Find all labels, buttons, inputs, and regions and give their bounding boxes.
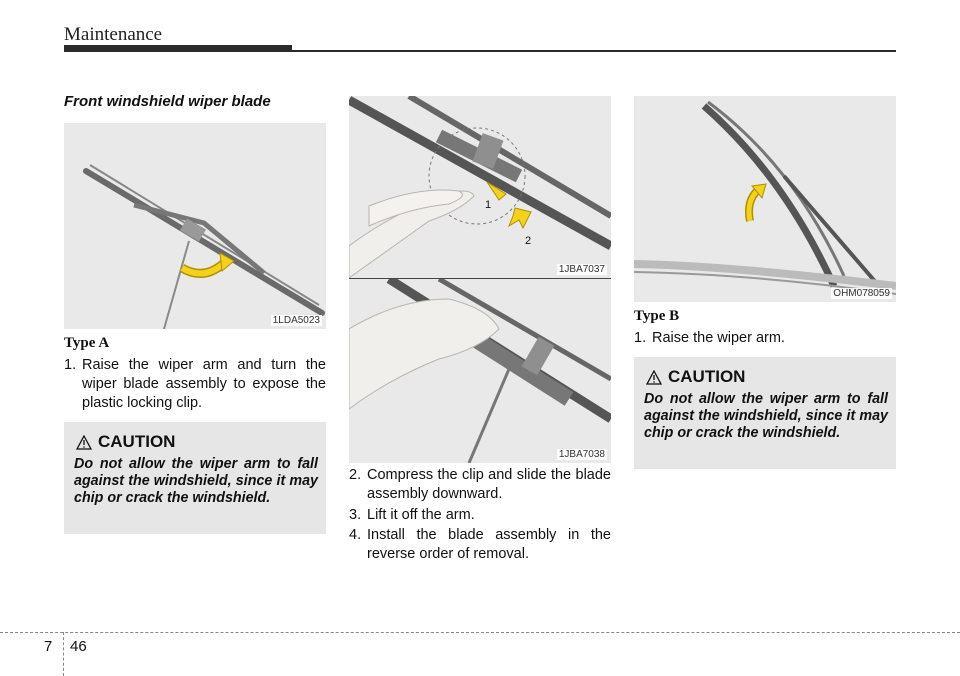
header-rule [292, 50, 896, 52]
caution-text: Do not allow the wiper arm to fall against the windshield, since it may chip or crack the windshield. [74, 456, 318, 506]
step-number: 3. [349, 507, 362, 523]
caution-text: Do not allow the wiper arm to fall against the windshield, since it may chip or crack the windshield. [644, 391, 888, 441]
figure-wiper-clip [349, 96, 611, 278]
footer-rule [0, 632, 960, 633]
step-item [349, 526, 611, 564]
callout-1: 1 [485, 199, 492, 211]
figure-code: 1JBA7037 [558, 264, 605, 275]
step-item [349, 506, 611, 525]
step-number: 1. [64, 357, 77, 373]
warning-triangle-icon [76, 435, 92, 450]
step-text: Raise the wiper arm. [652, 330, 785, 346]
step-number: 1. [634, 330, 647, 346]
step-text: Raise the wiper arm and turn the wiper blade assembly to expose the plastic locking clip. [82, 357, 326, 411]
step-item [634, 329, 896, 348]
caution-label: CAUTION [668, 367, 746, 386]
warning-triangle-icon [646, 370, 662, 385]
step-text: Compress the clip and slide the blade assembly downward. [367, 467, 611, 502]
step-text: Lift it off the arm. [367, 507, 475, 523]
figure-wiper-type-b [634, 96, 896, 302]
wiper-illustration [64, 123, 326, 329]
wiper-clip-illustration [349, 96, 611, 278]
type-a-title: Type A [64, 335, 110, 351]
chapter-number: 7 [44, 638, 53, 655]
caution-header [646, 367, 745, 387]
caution-label: CAUTION [98, 432, 176, 451]
step-number: 4. [349, 527, 362, 543]
step-item [64, 356, 326, 413]
figure-code: 1LDA5023 [272, 315, 320, 326]
figure-code: 1JBA7038 [558, 449, 605, 460]
caution-box [634, 357, 896, 469]
type-b-title: Type B [634, 308, 680, 324]
footer-divider [63, 632, 64, 676]
page-number: 46 [70, 638, 87, 655]
figure-code: OHM078059 [833, 288, 890, 299]
figure-wiper-type-a [64, 123, 326, 329]
callout-2: 2 [525, 235, 532, 247]
step-number: 2. [349, 467, 362, 483]
caution-box [64, 422, 326, 534]
step-item [349, 466, 611, 504]
header-bar [64, 45, 292, 52]
wiper-slide-illustration [349, 279, 611, 463]
figure-wiper-slide [349, 279, 611, 463]
caution-header [76, 432, 175, 452]
page-header-title: Maintenance [64, 24, 163, 45]
step-text: Install the blade assembly in the reverse order of removal. [367, 527, 611, 562]
section-title: Front windshield wiper blade [64, 93, 271, 110]
wiper-raise-illustration [634, 96, 896, 302]
